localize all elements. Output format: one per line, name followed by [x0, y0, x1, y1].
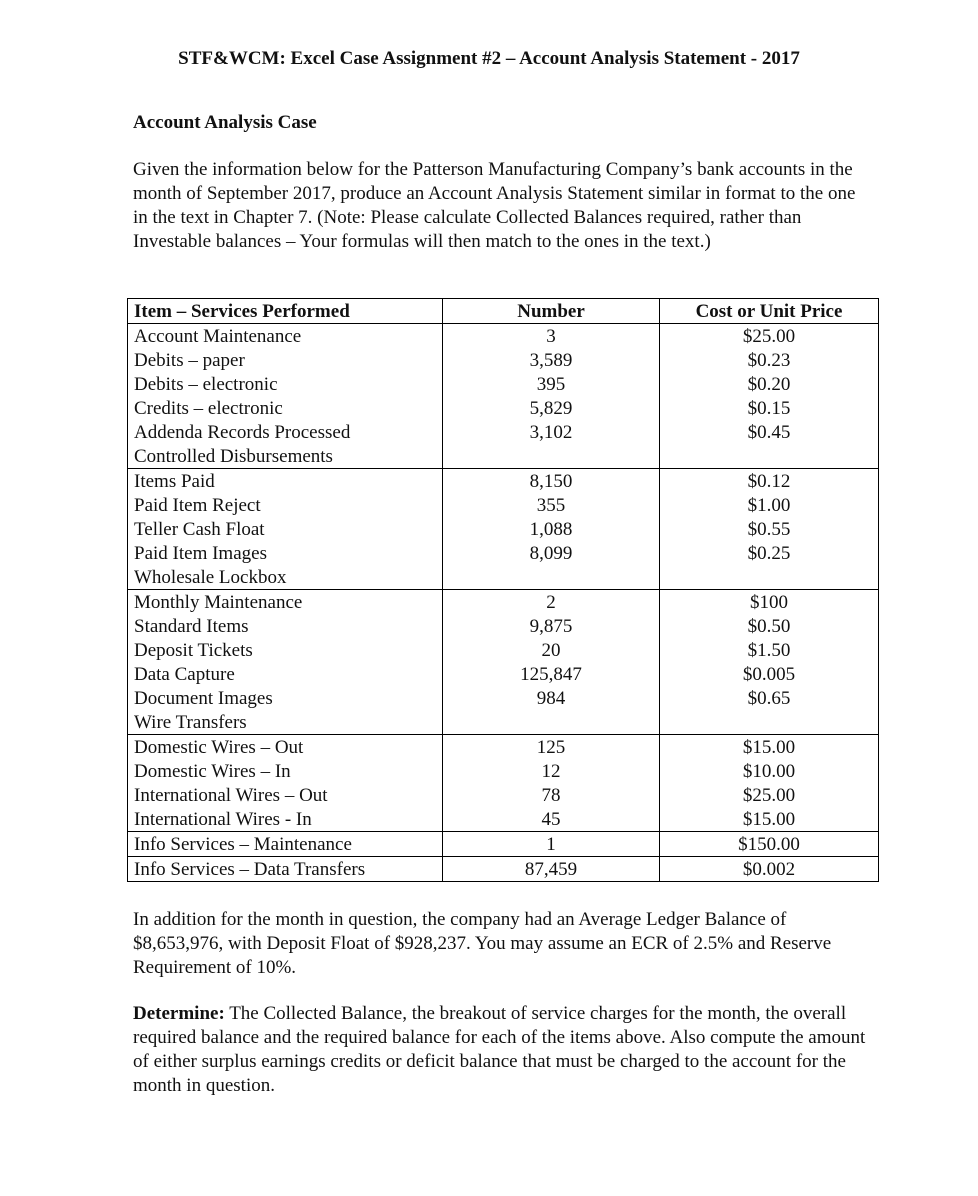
cell-item: Paid Item Images — [128, 541, 443, 565]
cell-cost: $10.00 — [660, 759, 879, 783]
cell-item: Domestic Wires – In — [128, 759, 443, 783]
table-body — [128, 324, 879, 882]
cell-number: 3 — [443, 324, 660, 349]
additional-info-paragraph: In addition for the month in question, the company had an Average Ledger Balance of $8,653,976, with Deposit Float of $928,237. You may assume an ECR of 2.5% and Reserve Requirement of 10%. — [133, 909, 832, 978]
table-row — [128, 444, 879, 469]
table-row — [128, 686, 879, 710]
cell-number: 125 — [443, 735, 660, 760]
cell-item: Info Services – Maintenance — [128, 832, 443, 857]
cell-number: 1 — [443, 832, 660, 857]
cell-cost: $0.55 — [660, 517, 879, 541]
header-number: Number — [443, 299, 660, 324]
table-row — [128, 517, 879, 541]
cell-number: 78 — [443, 783, 660, 807]
cell-item: Info Services – Data Transfers — [128, 857, 443, 882]
table-row — [128, 372, 879, 396]
cell-number: 984 — [443, 686, 660, 710]
table-row — [128, 541, 879, 565]
table-row — [128, 348, 879, 372]
table-row — [128, 420, 879, 444]
table-row — [128, 493, 879, 517]
determine-paragraph — [133, 1002, 873, 1098]
table-row — [128, 614, 879, 638]
cell-cost: $0.50 — [660, 614, 879, 638]
cell-cost — [660, 710, 879, 735]
cell-number: 355 — [443, 493, 660, 517]
cell-cost — [660, 565, 879, 590]
cell-cost — [660, 444, 879, 469]
cell-number — [443, 565, 660, 590]
table-row — [128, 469, 879, 494]
table-row — [128, 783, 879, 807]
document-title: STF&WCM: Excel Case Assignment #2 – Account Analysis Statement - 2017 — [178, 48, 800, 69]
cell-cost: $0.65 — [660, 686, 879, 710]
cell-cost: $25.00 — [660, 783, 879, 807]
cell-item: Debits – paper — [128, 348, 443, 372]
table-row — [128, 638, 879, 662]
cell-number: 87,459 — [443, 857, 660, 882]
cell-number — [443, 444, 660, 469]
table-header-row — [128, 299, 879, 324]
cell-item: Wholesale Lockbox — [128, 565, 443, 590]
cell-item: Standard Items — [128, 614, 443, 638]
cell-item: Teller Cash Float — [128, 517, 443, 541]
cell-cost: $100 — [660, 590, 879, 615]
cell-number: 20 — [443, 638, 660, 662]
cell-item: Controlled Disbursements — [128, 444, 443, 469]
cell-item: Monthly Maintenance — [128, 590, 443, 615]
table-row — [128, 807, 879, 832]
cell-number: 2 — [443, 590, 660, 615]
cell-item: International Wires – Out — [128, 783, 443, 807]
cell-number: 395 — [443, 372, 660, 396]
table-row — [128, 710, 879, 735]
table-row — [128, 857, 879, 882]
cell-cost: $0.002 — [660, 857, 879, 882]
header-cost: Cost or Unit Price — [660, 299, 879, 324]
cell-number: 9,875 — [443, 614, 660, 638]
section-heading: Account Analysis Case — [133, 112, 317, 133]
cell-cost: $0.12 — [660, 469, 879, 494]
table-row — [128, 735, 879, 760]
cell-item: Account Maintenance — [128, 324, 443, 349]
cell-number: 125,847 — [443, 662, 660, 686]
cell-item: Credits – electronic — [128, 396, 443, 420]
cell-number: 8,150 — [443, 469, 660, 494]
cell-item: Paid Item Reject — [128, 493, 443, 517]
table-row — [128, 396, 879, 420]
cell-cost: $1.00 — [660, 493, 879, 517]
cell-cost: $25.00 — [660, 324, 879, 349]
cell-item: Wire Transfers — [128, 710, 443, 735]
cell-item: Debits – electronic — [128, 372, 443, 396]
determine-label: Determine: — [133, 1003, 225, 1024]
table-row — [128, 324, 879, 349]
cell-number: 1,088 — [443, 517, 660, 541]
determine-text: The Collected Balance, the breakout of service charges for the month, the overall required balance and the required balance for each of the items above. Also compute the amount of either surplus earnings credits or deficit balance that must be charged to the account for the month in question. — [133, 1003, 866, 1096]
cell-number: 8,099 — [443, 541, 660, 565]
cell-cost: $0.005 — [660, 662, 879, 686]
cell-number: 12 — [443, 759, 660, 783]
table-row — [128, 590, 879, 615]
table-row — [128, 832, 879, 857]
header-item: Item – Services Performed — [128, 299, 443, 324]
cell-item: Document Images — [128, 686, 443, 710]
cell-item: Deposit Tickets — [128, 638, 443, 662]
services-table — [127, 298, 879, 882]
cell-cost: $0.45 — [660, 420, 879, 444]
table-row — [128, 565, 879, 590]
cell-number — [443, 710, 660, 735]
cell-cost: $15.00 — [660, 807, 879, 832]
cell-number: 3,589 — [443, 348, 660, 372]
cell-item: International Wires - In — [128, 807, 443, 832]
cell-cost: $0.23 — [660, 348, 879, 372]
cell-cost: $150.00 — [660, 832, 879, 857]
table-row — [128, 662, 879, 686]
cell-item: Addenda Records Processed — [128, 420, 443, 444]
cell-cost: $0.25 — [660, 541, 879, 565]
cell-number: 45 — [443, 807, 660, 832]
cell-item: Domestic Wires – Out — [128, 735, 443, 760]
intro-paragraph: Given the information below for the Patterson Manufacturing Company’s bank accounts in the month of September 2017, produce an Account Analysis Statement similar in format to the one in the text in Chapter 7. (Note: Please calculate Collected Balances required, rather than Investable balances – Your formulas will then match to the ones in the text.) — [133, 159, 856, 252]
cell-cost: $1.50 — [660, 638, 879, 662]
cell-number: 3,102 — [443, 420, 660, 444]
cell-number: 5,829 — [443, 396, 660, 420]
cell-cost: $15.00 — [660, 735, 879, 760]
cell-cost: $0.15 — [660, 396, 879, 420]
cell-item: Data Capture — [128, 662, 443, 686]
cell-item: Items Paid — [128, 469, 443, 494]
table-row — [128, 759, 879, 783]
cell-cost: $0.20 — [660, 372, 879, 396]
